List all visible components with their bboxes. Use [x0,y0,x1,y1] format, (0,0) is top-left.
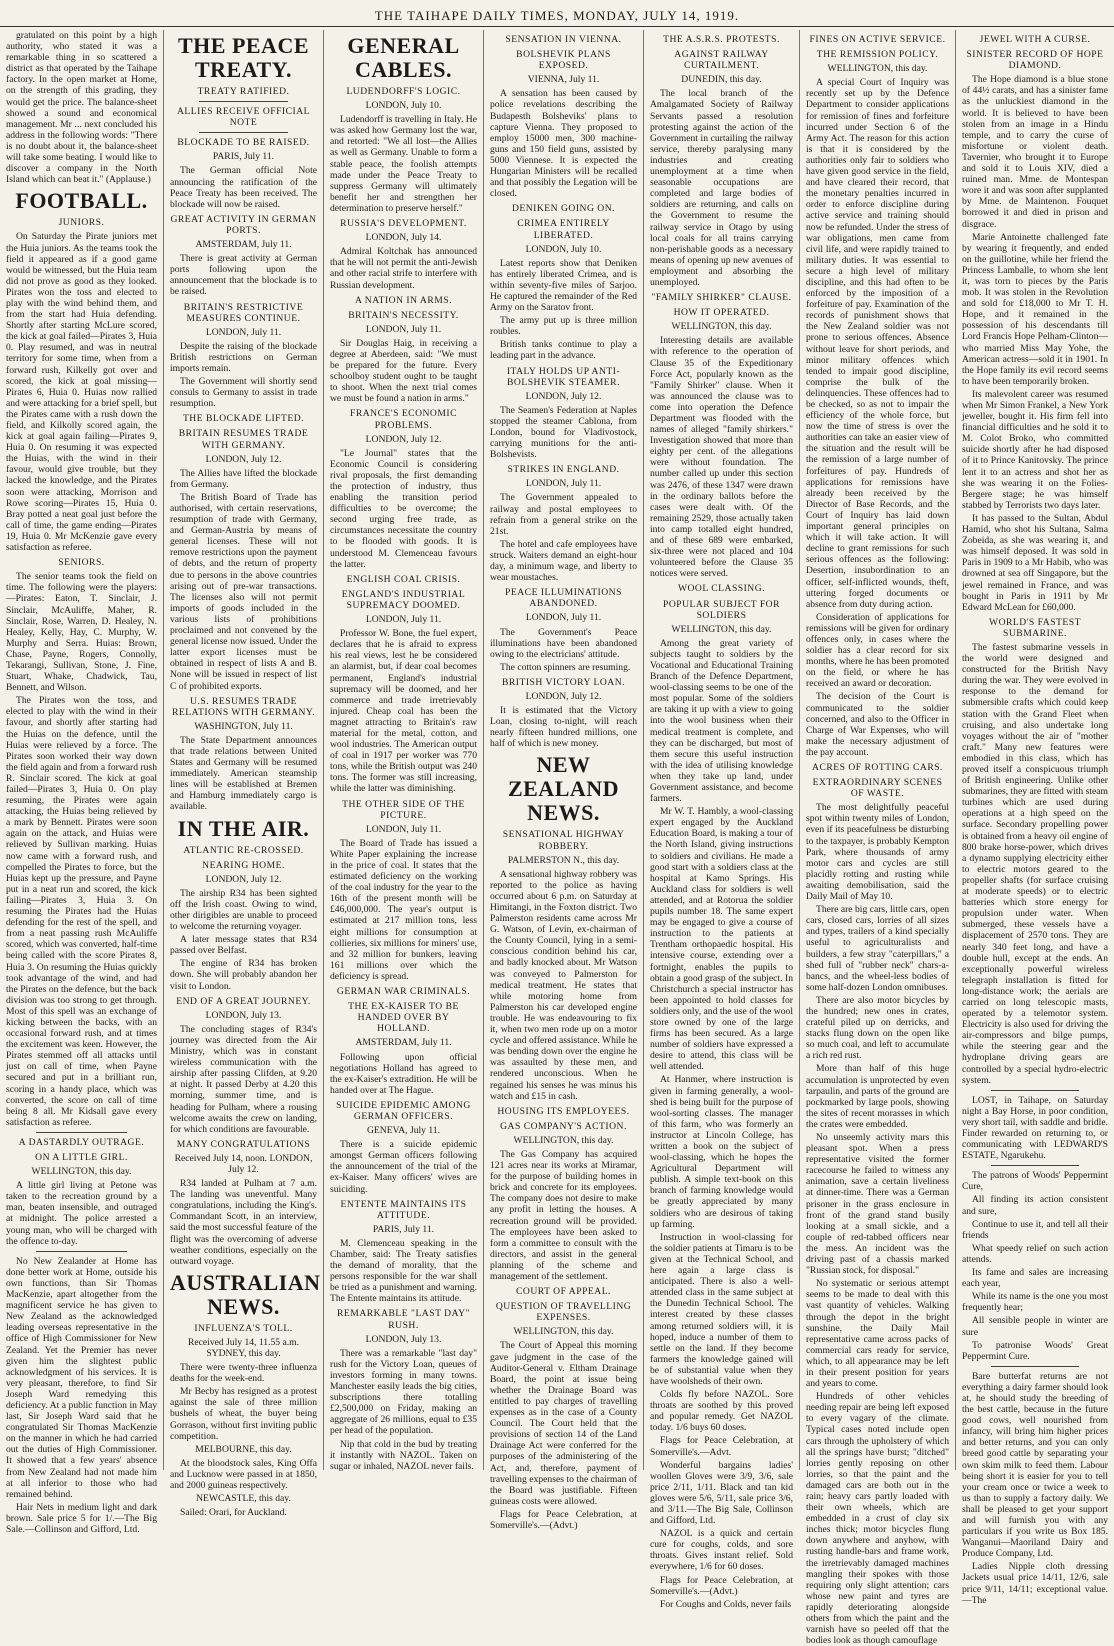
article-paragraph: All sensible people in winter are sure [962,1315,1108,1338]
section-heading: IN THE AIR. [177,815,310,841]
article-subheading: BRITAIN RESUMES TRADE WITH GERMANY. [178,428,309,451]
article-paragraph: The British Board of Trade has authorised, with certain reservations, resumption of trade with Germany, and German-Austria by means of general licenses. These will not remove restrictions upon the payment of debts, and the return of property due to persons in the above countries arising out of pre-war transactions. The licenses also will not permit imports of goods included in the various lists of prohibitions proclaimed and not convened by the general license now issued. Under the latter export licenses must be obtained in respect of lists A and B. None will be issued in respect of list C of prohibited exports. [170,491,317,692]
article-subheading: JUNIORS. [58,217,105,229]
dateline: LONDON, July 14. [365,232,442,244]
column-6 [800,30,956,1646]
article-paragraph: A special Court of Inquiry was recently set up by the Defence Department to consider applications for remission of fines and forfeiture incurred under Section 6 of the Army Act. The reason for this action is that it is considered by the authorities only fair to soldiers who have given good service in the field, and have cleared their record, that the monetary penalties incurred in order to enforce discipline during active service and training should now be refunded. Under the stress of war obligations, men came from civil life, and were rapidly trained to military duties. It was essential to secure a high level of military discipline, and this had often to be enforced by the imposition of a forfeiture of pay. Examination of the records of punishment shows that the New Zealand soldier was not prone to serious offences. Absence without leave for short periods, and minor military offences which tended to impair good discipline, comprise the bulk of the delinquencies. These offences had to be checked, so as not to impair the efficiency of the whole force, but now the time of stress is over the authorities can take an easier view of the situation and the result will be the remission of a large number of forfeitures of pay. Hundreds of applications for remissions have already been received by the Director of Base Records, and the Court of Inquiry has laid down important general principles on which it will take action. It will decline to grant remissions for such serious offences as the following: Desertion, insubordination to an officer, self-inflicted wounds, theft, uttering forged documents or absence from duty during action. [806,77,949,610]
dateline: AMSTERDAM, July 11. [355,1037,452,1049]
article-paragraph: It is estimated that the Victory Loan, closing to-night, will reach nearly fifteen hundred millions, one half of which is new money. [490,705,637,750]
article-subheading: U.S. RESUMES TRADE RELATIONS WITH GERMANY. [171,695,316,718]
dateline: LONDON, July 11. [525,478,602,490]
article-paragraph: The most delightfully peaceful spot within twenty miles of London, even if its peacefulness be disturbing to the taxpayer, is probably Kempton Park, where thousands of army motor cars and cycles are still placidly rotting and rusting while awaiting demobilisation, said the Daily Mail of May 10. [806,802,949,903]
article-subheading: STRIKES IN ENGLAND. [507,464,620,476]
article-paragraph: Its malevolent career was resumed when Mr Simon Frankel, a New York jeweller, bought it. His firm fell into financial difficulties and he sold it to M. Colot Broko, who committed suicide shortly after he had disposed of it to Prince Kanitovsky. The prince lent it to an actress and shot her as she was wearing it on the Folies-Bergere stage; he was himself stabbed by Terrorists two days later. [962,388,1108,511]
article-subheading: A NATION IN ARMS. [355,294,452,306]
dateline: LONDON, July 12. [365,433,442,445]
article-paragraph: Ludendorff is travelling in Italy. He was asked how Germany lost the war, and retorted: "We all lost—the Allies as well as Germany. Unable to form a stable peace, the foolish attempts made under the Peace Treaty to suppress Germany will ultimately benefit her and strengthen her determination to preserve herself." [330,114,477,214]
article-paragraph: The local branch of the Amalgamated Society of Railway Servants passed a resolution protesting against the action of the Government in curtailing the railway service, thereby paralysing many industries and creating unemployment at a time when seasonable occupations are completed and large bodies of soldiers are returning, and calls on the Government to resume the railway service in Otago by using local coals for all trains carrying non-perishable goods as a necessary means of opening up new avenues of employment and absorbing the unemployed. [650,88,793,288]
article-paragraph: Ladies Nipple cloth dressing Jackets usual price 14/11, 12/6, sale price 9/11, 14/11; exceptional value.—The [962,1561,1108,1606]
article-paragraph: The Government will shortly send consuls to Germany to assist in trade resumption. [170,376,317,410]
article-subheading: TREATY RATIFIED. [197,86,290,97]
newspaper-columns [0,30,1114,1646]
dateline: Received July 14, 11.55 a.m. SYDNEY, this day. [187,1336,300,1359]
article-subheading: SENSATION IN VIENNA. [505,34,622,45]
article-paragraph: The Gas Company has acquired 121 acres near its works at Miramar, for the purpose of building homes in brick and concrete for its employees. The company does not desire to make any profit in letting the houses. A recreation ground will be provided. The employees have been asked to form a committee to consult with the directors, and assist in the general planning of the scheme and management of the settlement. [490,1148,637,1282]
article-paragraph: Consideration of applications for remissions will be given for ordinary offences only, in cases where the soldier has a clear record for six months, where he has been promoted on the field, or where he has received an award or decoration. [806,611,949,690]
article-paragraph: There were twenty-three influenza deaths for the week-end. [170,1362,317,1385]
article-paragraph: Continue to use it, and tell all their friends [962,1218,1108,1241]
dateline: LONDON, July 12. [205,453,282,465]
article-subheading: POPULAR SUBJECT FOR SOLDIERS [662,598,781,621]
article-paragraph: The concluding stages of R34's journey was directed from the Air Ministry, which was in constant wireless communication with the airship after passing Clifden, at 9.20 at night. It passed Derby at 4.20 this morning, summer time, and is heading for Pulham, where a rousing welcome awaits the crew on landing, for which conditions are favourable. [170,1023,317,1135]
article-subheading: WORLD'S FASTEST SUBMARINE. [989,616,1081,639]
article-subheading: SUICIDE EPIDEMIC AMONG GERMAN OFFICERS. [336,1099,471,1122]
article-paragraph: Sir Douglas Haig, in receiving a degree at Aberdeen, said: "We must be prepared for the future. Every schoolboy student ought to be taught to shoot. When the next trial comes we must be found a nation in arms." [330,337,477,405]
article-paragraph: On Saturday the Pirate juniors met the Huia juniors. As the teams took the field it appeared as if a good game would be witnessed, but the Huia team did not prove as good as they looked. Pirates won the toss and elected to play with the wind behind them, and from the start had Huia defending. Shortly after starting McLure scored, the kick at goal failed—Pirates 3, Huia 0. Play resumed, and was in neutral territory for some time, when from a forward rush, Kilkelly got over and scored, the kick at goal missing—Pirates 6, Huia 0. Huias now rallied and were attacking for a brief spell, but the Pirates came with a rush down the field, and Kilkolly scored again, the kick at goal again failing—Pirates 9, Huia 0. On resuming it was expected the Huias, with the wind in their favour, would give trouble, but they lacked the knowledge, and the Pirates soon were attacking, Morrison and Rowe scoring—Pirates 15, Huia 0. Bray potted a neat goal just before the call of time, the game ending—Pirates 19, Huia 0. Mr McKenzie gave every satisfaction as referee. [6,231,157,554]
article-subheading: GREAT ACTIVITY IN GERMAN PORTS. [170,213,317,236]
masthead [0,4,1114,27]
article-paragraph: The senior teams took the field on time. The following were the players:—Pirates: Eaton, T. Sinclair, J. Sinclair, McAuliffe, Maher, R. Sinclair, Rose, Warren, D. Healey, N. Healey, Kelly, Hay, C. Murphy, W. Murphy and Serra. Huias: Brown, Chase, Payne, Rogers, Connolly, Tekarangi, Sullivan, Stone, J. Fine, Stuart, Whake, Chadwick, Tau, Bennett, and Wilson. [6,571,157,694]
article-paragraph: All finding its action consistent and sure, [962,1194,1108,1217]
article-paragraph: The Board of Trade has issued a White Paper explaining the increase in the price of coal. It states that the estimated deficiency on the working of the coal industry for the year to the 16th of the present month will be £46,000,000. The year's output is estimated at 217 million tons, less eight millions for consumption at collieries, six millions for miners' use, and 32 million for bunkers, leaving 161 millions over which the deficiency is spread. [330,837,477,982]
article-paragraph: The Seamen's Federation at Naples stopped the steamer Cablona, from London, bound for Vladivostock, carrying munitions for the anti-Bolshevists. [490,404,637,461]
column-4 [484,30,644,1531]
article-paragraph: Interesting details are available with reference to the operation of Clause 35 of the Expeditionary Force Act, popularly known as the "Family Shirker" clause. When it was announced the clause was to come into operation the Defence Department was flooded with the names of alleged "family shirkers." Investigation showed that more than eighty per cent. of the allegations were without foundation. The number called up under this section was 2476, of these 1347 were drawn in the ordinary ballots before the cases were dealt with. Of the remaining 2529, those actually taken into camp totalled eight hundred, and of these 689 were embarked, six-three were not placed and 104 volunteered before the Clause 35 notices were served. [650,335,793,580]
article-paragraph: For Coughs and Colds, never fails [660,1598,792,1610]
article-subheading: ENGLISH COAL CRISIS. [346,573,461,585]
article-paragraph: At Hanmer, where instruction is given in farming generally, a wool-shed is being built for the purpose of wool-sorting classes. The manager of this farm, who was formerly an instructor at Lincoln College, has written a book on the subject of wool-classing, which he hopes the Agricultural Department will publish. A simple text-book on this branch of farming knowledge would be greatly appreciated by many soldiers who are desirous of taking up farming. [650,1074,793,1230]
section-heading: NEW ZEALAND NEWS. [507,752,620,826]
article-subheading: SENSATIONAL HIGHWAY ROBBERY. [502,829,625,852]
article-paragraph: Hair Nets in medium light and dark brown. Sale price 5 for 1/.—The Big Sale.—Collinson and Gifford, Ltd. [6,1501,157,1535]
article-subheading: THE A.S.R.S. PROTESTS. [663,34,780,45]
article-paragraph: Marie Antoinette challenged fate by wearing it frequently, and ended on the guillotine, while her friend the Princess Lamballe, to whom she lent it, was torn to pieces by the Paris mob. It was stolen in the Revolution and sold for £18,000 to Mr T. H. Hope, and it remained in the possession of his descendants till Lord Francis Hope Pelham-Clinton—who married Miss May Yohe, the American actress—sold it in 1901. In the Hope family its evil record seems to have been temporarily broken. [962,231,1108,387]
dateline: LONDON, July 12. [205,873,282,885]
article-paragraph: Latest reports show that Deniken has entirely liberated Crimea, and is within seventy-five miles of Sarjoo. He captured the remainder of the Red Army on the Saratov front. [490,257,637,314]
dateline: GENEVA, July 11. [366,1125,441,1137]
article-subheading: REMARKABLE "LAST DAY" RUSH. [337,1308,470,1331]
section-heading: GENERAL CABLES. [347,33,460,82]
article-paragraph: Following upon official negotiations Holland has agreed to the ex-Kaiser's extradition. He will be handed over at The Hague. [330,1051,477,1096]
article-paragraph: The decision of the Court is communicated to the soldier concerned, and also to the Officer in Charge of War Expenses, who will make the necessary adjustment of the pay account. [806,691,949,758]
article-subheading: MANY CONGRATULATIONS [176,1138,311,1150]
dateline: LONDON, July 11. [205,326,282,338]
article-subheading: BOLSHEVIK PLANS EXPOSED. [516,49,611,72]
article-subheading: COURT OF APPEAL. [516,1286,611,1298]
article-subheading: A DASTARDLY OUTRAGE. [18,1136,145,1148]
article-paragraph: No systematic or serious attempt seems to be made to deal with this vast quantity of vehicles. Walking through the depot in the bright sunshine, the Daily Mail representative came across packs of commercial cars ready for service, which, to all appearance may be left in their present position for years and years to come. [806,1278,949,1390]
article-paragraph: What speedy relief on such action attends. [962,1242,1108,1265]
article-paragraph: Its fame and sales are increasing each year, [962,1267,1108,1290]
article-paragraph: The cotton spinners are resuming. [500,661,631,673]
column-rule [36,1251,127,1252]
article-paragraph: The fastest submarine vessels in the world were designed and constructed for the British Navy during the war. They were evolved in response to the demand for submersible crafts which could keep station with the Grand Fleet when cruising, and also undertake long voyages without the air of "mother craft." Many new features were embodied in this class, which has proved itself a conspicuous triumph of British engineering. Unlike other submarines, they are fitted with steam turbines which are used during operations at a high speed on the surface. Secondary propelling power is obtained from a heavy oil engine of 800 brake horse-power, which drives a dynamo supplying electricity either to electric motors geared to the propeller shafts (for surface cruising at moderate speeds) or to electric batteries which store energy for propulsion under water. When submerged, these vessels have a displacement of 2570 tons. They are nearly 340 feet long, and have a double hull, except at the ends. An exceptionally powerful wireless telegraph installation is fitted for long-distance work; the aerials are carried on long telescopic masts, operated by a telemotor system. Electricity is also used for driving the air-compressors and bilge pumps, while the steering gear and the hydroplane driving gears are controlled by a special hydro-electric system. [962,641,1108,1086]
article-subheading: ALLIES RECEIVE OFFICIAL NOTE [176,106,310,129]
dateline: PARIS, July 11. [212,151,275,163]
article-paragraph: M. Clemenceau speaking in the Chamber, said: The Treaty satisfies the demand of morality, that the persons responsible for the war shall be tried as a punishment and warning. The Entente maintains its attitude. [330,1237,477,1305]
article-paragraph: gratulated on this point by a high authority, who stated it was a remarkable thing in so scattered a district as that operated by the Taihape factory. In the open market at Home, on the strength of this grading, they would get the price. The balance-sheet showed a sound and economical management. Mr ... next concluded his address in the following words: "There is no doubt about it, the balance-sheet will take some beating. I would like to discover a company in the North Island which can beat it." (Applause.) [6,30,157,186]
article-subheading: HOUSING ITS EMPLOYEES. [497,1105,630,1117]
article-paragraph: There are also motor bicycles by the hundred; new ones in crates, crateful piled up on derricks, and stacks flung down on the open like so much coal, and left to accumulate a rich red rust. [806,994,949,1062]
article-paragraph: The Allies have lifted the blockade from Germany. [170,467,317,490]
article-paragraph: LOST, in Taihape, on Saturday night a Bay Horse, in poor condition, very short tail, with saddle and bridle. Finder rewarded on returning to, or communicating with LEDWARD'S ESTATE, Ngarukehu. [962,1094,1108,1162]
article-subheading: THE OTHER SIDE OF THE PICTURE. [342,798,465,821]
article-paragraph: There was a remarkable "last day" rush for the Victory Loan, queues of investors forming in many towns. Manchester easily leads the big cities, subscriptions there totalling £2,500,000 on Friday, making an aggregate of 26 millions, equal to £35 per head of the population. [330,1347,477,1437]
article-subheading: LUDENDORFF'S LOGIC. [346,86,461,97]
article-subheading: FINES ON ACTIVE SERVICE. [809,34,946,45]
column-7 [956,30,1114,1606]
article-subheading: BRITISH VICTORY LOAN. [501,676,626,688]
article-paragraph: Among the great variety of subjects taught to soldiers by the Vocational and Educational Training Branch of the Defence Department, wool-classing seems to be one of the most popular. Some of the soldiers are taking it up with a view to going into the wool business when their medical treatment is complete, and they can be discharged, but most of them secure this useful instruction with the idea of utilising knowledge when they take up land, under Government assistance, and become farmers. [650,637,793,805]
article-subheading: SENIORS. [58,557,105,569]
article-paragraph: Wonderful bargains ladies' woollen Gloves were 3/9, 3/6, sale price 2/11, 1/11. Black and tan kid gloves were 5/6, 5/11, sale price 3/6, and 3/11.—The Big Sale, Collinson and Gifford, Ltd. [650,1459,793,1527]
article-subheading: END OF A GREAT JOURNEY. [176,995,311,1007]
article-subheading: WOOL CLASSING. [677,583,766,595]
article-paragraph: NAZOL is a quick and certain cure for coughs, colds, and sore throats. Gives instant relief. Sold everywhere, 1/6 for 60 doses. [650,1528,793,1573]
article-subheading: DENIKEN GOING ON. [511,203,616,215]
dateline: WELLINGTON, this day. [513,1134,614,1146]
article-subheading: EXTRAORDINARY SCENES OF WASTE. [812,777,943,800]
article-subheading: ATLANTIC RE-CROSSED. [183,844,304,856]
masthead-title: THE TAIHAPE DAILY TIMES, MONDAY, JULY 14, 1919. [374,8,740,23]
column-3 [324,30,484,1470]
article-subheading: ON A LITTLE GIRL. [35,1152,128,1163]
article-paragraph: No unseemly activity mars this pleasant spot. When a press representative visited the former racecourse he failed to witness any animation, save a certain liveliness at dinner-time. There was a German prisoner in the grass enclosure in front of the grand stand busily looking at a small sickle, and a couple of red-tabbed officers near the mess. An incident was the driving past of a chassis marked "Russian stock, for disposal." [806,1132,949,1277]
article-paragraph: The Court of Appeal this morning gave judgment in the case of the Auditor-General v. Eltham Drainage Board, the point at issue being whether the Drainage Board was entitled to pay charges of travelling expenses as in the case of a County Council. The Court held that the provisions of section 14 of the Land Drainage Act were conferred for the purposes of the administering of the Act, and, therefore, payment of travelling expenses to the chairman of the Board was justifiable. Fifteen guineas costs were allowed. [490,1340,637,1507]
article-subheading: CRIMEA ENTIRELY LIBERATED. [517,218,610,241]
article-paragraph: Flags for Peace Celebration, at Somerville's.—(Advt.) [650,1574,793,1597]
article-subheading: THE REMISSION POLICY. [816,49,939,61]
section-heading: THE PEACE TREATY. [177,33,310,82]
article-paragraph: The Government's Peace illuminations have been abandoned owing to the electricians' attitude. [490,626,637,660]
article-subheading: THE BLOCKADE LIFTED. [182,413,305,425]
article-paragraph: Flags for Peace Celebration, at Somerville's.—Advt. [650,1435,793,1458]
dateline: PALMERSTON N., this day. [507,854,620,866]
article-paragraph: The engine of R34 has broken down. She will probably abandon her visit to London. [170,958,317,992]
article-paragraph: Nip that cold in the bud by treating it instantly with NAZOL. Taken on sugar or inhaled, NAZOL never fails. [330,1438,477,1472]
article-subheading: THE EX-KAISER TO BE HANDED OVER BY HOLLAND. [348,1001,459,1035]
column-1 [0,30,164,1535]
article-paragraph: The airship R34 has been sighted off the Irish coast. Owing to wind, other dirigibles are unable to proceed to welcome the returning voyager. [170,887,317,933]
article-subheading: FRANCE'S ECONOMIC PROBLEMS. [350,408,457,431]
column-rule [199,132,287,133]
article-paragraph: Sailed: Orari, for Auckland. [180,1507,287,1519]
dateline: WELLINGTON, this day. [827,63,928,75]
column-rule [991,1366,1079,1367]
article-paragraph: The Hope diamond is a blue stone of 44½ carats, and has a sinister fame as the unluckiest diamond in the world. It is believed to have been stolen from an image in a Hindu temple, and to carry the curse of misfortune or violent death. Tavernier, who brought it to Europe and sold it to Louis XIV, died a ruined man. Mme. de Montespan wore it and was soon after supplanted by Mme. de Maintenon. Fouquet borrowed it and died in prison and disgrace. [962,74,1108,230]
article-subheading: GERMAN WAR CRIMINALS. [336,986,471,998]
article-paragraph: A little girl living at Petone was taken to the recreation ground by a man, beaten insensible, and outraged at midnight. The police arrested a young man, who will be charged with the offence to-day. [6,1180,157,1247]
dateline: LONDON, July 10. [525,243,602,255]
article-subheading: BLOCKADE TO BE RAISED. [177,137,310,149]
article-subheading: HOW IT OPERATED. [673,307,770,319]
dateline: AMSTERDAM, July 11. [195,239,292,251]
dateline: LONDON, July 13. [205,1009,282,1021]
article-subheading: INFLUENZA'S TOLL. [194,1322,293,1334]
article-subheading: RUSSIA'S DEVELOPMENT. [340,218,467,230]
dateline: PARIS, July 11. [372,1223,435,1235]
article-paragraph: Admiral Koltchak has announced that he will not permit the anti-Jewish and other racial strife to interfere with Russian development. [330,246,477,291]
article-subheading: ENGLAND'S INDUSTRIAL SUPREMACY DOOMED. [341,588,466,611]
article-subheading: BRITAIN'S NECESSITY. [348,309,459,321]
dateline: DUNEDIN, this day. [681,74,762,86]
article-paragraph: A sensation has been caused by police revelations describing the Budapesth Bolsheviks' plans to capture Vienna. They proposed to employ 15000 men, 300 machine-guns and 150 field guns, assisted by 5000 Viennese. It is expected the Hungarian Ministers will be recalled and that possibly the Legation will be closed. [490,88,637,200]
article-subheading: PEACE ILLUMINATIONS ABANDONED. [505,587,622,610]
article-paragraph: While its name is the one you most frequently hear; [962,1291,1108,1314]
article-subheading: ACRES OF ROTTING CARS. [812,762,943,773]
dateline: LONDON, July 11. [365,823,442,835]
column-rule [199,101,287,102]
article-paragraph: There are big cars, little cars, open cars, closed cars, lorries of all sizes and types, trailers of a kind specially useful to agriculturalists and builders, a few stray "caterpillars," a shed full of "rubber neck" chars-a-bancs, and the wheel-less bodies of some half-dozen London omnibuses. [806,904,949,993]
dateline: WELLINGTON, this day. [31,1166,132,1178]
article-paragraph: Mr Becby has resigned as a protest against the sale of three million bushels of wheat, the buyer being Gorrason, without first inviting public competition. [170,1386,317,1442]
article-subheading: JEWEL WITH A CURSE. [979,34,1091,45]
article-paragraph: Flags for Peace Celebration, at Somerville's.—(Advt.) [490,1508,637,1531]
article-paragraph: Despite the raising of the blockade British restrictions on German imports remain. [170,340,317,374]
dateline: VIENNA, July 11. [527,74,600,86]
article-subheading: SINISTER RECORD OF HOPE DIAMOND. [966,49,1104,72]
dateline: LONDON, July 11. [365,614,442,626]
section-heading: FOOTBALL. [15,188,148,214]
article-paragraph: The patrons of Woods' Peppermint Cure, [962,1170,1108,1193]
article-paragraph: British tanks continue to play a leading part in the advance. [490,339,637,362]
dateline: WELLINGTON, this day. [513,1326,614,1338]
article-paragraph: Hundreds of other vehicles needing repair are being left exposed to every vagary of the climate. Typical cases noted include open cars through the upholstery of which all the springs have burst; "ditched" lorries gently reposing on other lorries, so that the paint and the damaged cars are both out in the rain; heavy cars partly loaded with their own wheels, which are embedded in a crust of clay six inches thick; motor bicycles flung down anywhere and anyhow, with rusting handle-bars and frame work, the irretrievably damaged machines mangling their spokes with those requiring only slight attention; cars whose new paint and tyres are rapidly deteriorating alongside others from which the paint and the varnish have so peeled off that the bodies look as though camouflage [806,1391,949,1646]
column-2 [164,30,324,1519]
column-5 [644,30,800,1610]
article-paragraph: To patronise Woods' Great Peppermint Cure. [962,1339,1108,1362]
article-paragraph: There is a suicide epidemic amongst German officers following the announcement of the trial of the ex-Kaiser. Many officers' wives are suiciding. [330,1139,477,1195]
article-paragraph: More than half of this huge accumulation is unprotected by even tarpaulin, and parts of the ground are pockmarked by large pools, showing the sites of recent morasses in which the crates were embedded. [806,1063,949,1130]
column-rule [991,1090,1079,1091]
dateline: LONDON, July 11. [525,612,602,624]
article-paragraph: The German official Note announcing the ratification of the Peace Treaty has been received. The blockade will now be raised. [170,165,317,210]
article-paragraph: At the bloodstock sales, King Offa and Lucknow were passed in at 1850, and 2000 guineas respectively. [170,1457,317,1492]
article-subheading: ENTENTE MAINTAINS ITS ATTITUDE. [340,1198,467,1221]
article-paragraph: R34 landed at Pulham at 7 a.m. The landing was uneventful. Many congratulations, including the King's. Commandant Scott, in an interview, said the most successful feature of the flight was the overcoming of adverse weather conditions, especially on the outward voyage. [170,1178,317,1267]
article-paragraph: Professor W. Bone, the fuel expert, declares that he is afraid to express his real views, lest he be considered an alarmist, but, if dear coal becomes permanent, England's industrial supremacy will be doomed, and her commerce and trade irretrievably injured. Cheap coal has been the magnet attracting to Britain's raw material for the metal, cotton, and wool industries. The American output of coal in 1917 per worker was 770 tons, while the British output was 240 tons. The former was still increasing, while the latter was diminishing. [330,628,477,795]
article-paragraph: Instruction in wool-classing for the soldier patients at Timaru is to be given at the Technical School, and here again a large class is anticipated. There is also a well-attended class in the same subject at the Dunedin Technical School. The interest created by these classes among returned soldiers will, it is hoped, induce a number of them to settle on the land. If they become farmers the knowledge gained will be of substantial value when they have woolsheds of their own. [650,1231,793,1387]
article-subheading: "FAMILY SHIRKER" CLAUSE. [651,292,792,304]
article-paragraph: The army put up is three million roubles. [490,315,637,338]
dateline: WELLINGTON, this day. [671,321,772,333]
section-heading: AUSTRALIAN NEWS. [170,1269,321,1319]
dateline: LONDON, July 12. [525,390,602,402]
article-paragraph: No New Zealander at Home has done better work at Home, outside his own functions, than Sir Thomas MacKenzie, apart altogether from the magnificent service he has given to New Zealand as the acknowledged leading overseas representative in the office of High Commissioner for New Zealand. Yet the Premier has never given him the slightest public acknowledgment of his services. It is very pleasant, therefore, to find Sir Joseph Ward remedying this deficiency. At a public function in May last, Sir Joseph Ward said that he congratulated Sir Thomas MacKenzie on the manner in which he had carried out the duties of High Commissioner. It showed that a few years' absence from New Zealand had not made him at all inferior to those who had remained behind. [6,1255,157,1500]
dateline: LONDON, July 13. [365,1333,442,1345]
article-subheading: AGAINST RAILWAY CURTAILMENT. [674,49,769,72]
column-rule [36,1132,127,1133]
article-subheading: NEARING HOME. [202,859,285,871]
article-paragraph: "Le Journal" states that the Economic Council is considering rival proposals, the first demanding the protection of industry, thus enabling the transition period difficulties to be overcome; the second urging free trade, as circumstances necessitate the country to be flooded with goods. It is understood M. Clemenceau favours the latter. [330,447,477,570]
article-paragraph: The Pirates won the toss, and elected to play with the wind in their favour, and shortly after starting had the Huias on the defence, until the Huias were relieved by a force. The Pirates soon worked their way down the field again and from a forward rush R. Sinclair scored. The kick at goal failed—Pirates 3, Huia 0. On play resuming, the Pirates were again attacking, the Huias being relieved by a mark by Bennett. Pirates were soon again on the attack, and Huias were relieved by Sullivan marking. Huias now came with a forward rush, and compelled the Pirates to force, but the Huias kept up the pressure, and Payne put in a neat run and scored, the kick failing—Pirates 3, Huia 3. On resuming the Pirates had the Huias defending for the rest of the spell, and from a neat passing rush McAuliffe scored, which was converted, half-time being called with the score Pirates 8, Huia 3. On resuming the Huias quickly took advantage of the wind, and had the Pirates on the defence, but the back division was too strong to get through. Most of this spell was an exchange of kicking between the backs, with an occasional forward rush, and at times the excitement was keen. However, the Pirates stemmed off all attacks until just on call of time, when Payne secured and put in a brilliant run, scoring in a handy place, which was converted, the score on call of time being 8 all. Mr Kidsall gave every satisfaction as referee. [6,695,157,1128]
dateline: NEWCASTLE, this day. [196,1493,291,1505]
article-subheading: QUESTION OF TRAVELLING EXPENSES. [495,1301,632,1324]
article-paragraph: A sensational highway robbery was reported to the police as having occurred about 6 p.m. on Saturday at Himitangi, in the Foxton district. Two Palmerston residents came across Mr G. Watson, of Levin, ex-chairman of the County Council, lying in a semi-conscious condition behind his car, and badly knocked about. Mr Watson was conveyed to Palmerston for medical treatment. He states that while motoring home from Palmerston his car developed engine trouble. He was endeavouring to fix it, when two men rode up on a motor cycle and offered assistance. While he was bending down over the engine he was assaulted by these men, and rendered unconscious. When he regained his senses he was minus his watch and £15 in cash. [490,868,637,1102]
article-subheading: BRITAIN'S RESTRICTIVE MEASURES CONTINUE. [183,301,304,324]
dateline: MELBOURNE, this day. [195,1443,292,1455]
article-paragraph: Bare butterfat returns are not everything a dairy farmer should look at, he should study the breeding of the best cattle, because in the future good cows, well nourished from infancy, will bring him higher prices and better returns, and you can only breed good cattle by separating your own skim milk to feed them. Labour being short it is easier for you to tell your cream once or twice a week to us than to supply a factory daily. We shall be pleased to get your support and will furnish you with any particulars if you write us Box 185. Wanganui—Maoriland Dairy and Produce Company, Ltd. [962,1370,1108,1560]
article-paragraph: The hotel and cafe employees have struck. Waiters demand an eight-hour day, a minimum wage, and liberty to wear moustaches. [490,538,637,584]
article-subheading: GAS COMPANY'S ACTION. [500,1120,627,1132]
article-paragraph: The Government appealed to railway and postal employees to refrain from a general strike on the 21st. [490,492,637,537]
article-paragraph: Colds fly before NAZOL. Sore throats are soothed by this proved and popular remedy. Get NAZOL today. 1/6 buys 60 doses. [650,1389,793,1434]
dateline: WELLINGTON, this day. [671,623,772,635]
dateline: Received July 14, noon. LONDON, July 12. [174,1152,313,1175]
article-paragraph: It has passed to the Sultan, Abdul Hamid, who shot his Sultana, Salma Zobeida, as she was wearing it, and was himself deposed. It was sold in Paris in 1909 to a Mr Habib, who was drowned at sea off Singapore, but the jewel remained in France, and was bought in Paris in 1911 by Mr Edward McLean for £60,000. [962,512,1108,613]
dateline: WASHINGTON, July 11. [194,720,293,732]
dateline: LONDON, July 11. [365,323,442,335]
column-rule [991,1165,1079,1166]
dateline: LONDON, July 10. [365,100,442,112]
article-subheading: ITALY HOLDS UP ANTI-BOLSHEVIK STEAMER. [506,365,621,388]
article-paragraph: Mr W. T. Hambly, a wool-classing expert engaged by the Auckland Education Board, is making a tour of the North Island, giving instructions to soldiers and civilians. He made a good start with a soldiers class at the hospital at Kamo Springs. His Auckland class for soldiers is well attended, and at Rotorua the soldier pupils number 18. The same expert may be engaged to give a course of instruction to the patients at Trentham orthopaedic hospital. His intensive course, extending over a fortnight, enables the pupils to obtain a good grasp of the subject. In Christchurch a special instructor has been appointed to hold classes for soldiers only, and the use of the wool store owned by one of the large firms has been secured. As a large number of soldiers have expressed a desire to attend, this class will be well attended. [650,806,793,1073]
article-paragraph: A later message states that R34 passed over Belfast. [170,934,317,957]
article-paragraph: There is great activity at German ports following upon the announcement that the blockade is to be raised. [170,253,317,298]
dateline: LONDON, July 12. [525,690,602,702]
article-paragraph: The State Department announces that trade relations between United States and Germany will be resumed immediately. American steamship lines will be established at Bremen and Hamburg immediately cargo is available. [170,734,317,813]
